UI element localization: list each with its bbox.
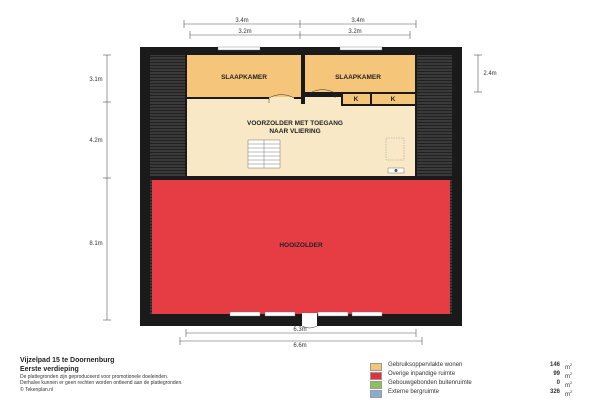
copyright: © Tekenplan.nl — [20, 386, 54, 393]
dim-bottom-outer: 6.6m — [293, 343, 307, 349]
legend-row — [370, 380, 580, 389]
legend-label: Overige inpandige ruimte — [388, 371, 456, 377]
legend-value: 146 — [549, 362, 560, 368]
room-voorzolder — [187, 104, 415, 176]
legend-value: 99 — [553, 371, 560, 377]
label-slaapkamer-right: SLAAPKAMER — [335, 74, 381, 81]
stair — [248, 140, 280, 168]
legend-swatch — [370, 372, 382, 380]
legend-label: Gebruiksoppervlakte wonen — [388, 362, 463, 368]
dim-right-1: 2.4m — [483, 71, 497, 77]
dim-left-2: 4.2m — [89, 138, 103, 144]
legend-row — [370, 362, 580, 371]
dim-left-3: 8.1m — [89, 241, 103, 247]
disclaimer-2: Derhalve kunnen er geen rechten worden ontleend aan de plattegronden. — [20, 380, 183, 387]
dim-top-inner-right: 3.2m — [348, 29, 362, 35]
label-voorzolder-line1: VOORZOLDER MET TOEGANG — [247, 120, 343, 127]
entrance-door-opening — [302, 313, 317, 326]
roof-slope-top-right — [417, 55, 452, 178]
legend-label: Externe bergruimte — [388, 389, 440, 395]
legend-swatch — [370, 381, 382, 389]
top-dimensions — [184, 20, 416, 39]
legend-unit: $m^2$ — [565, 389, 573, 398]
footer-info — [20, 356, 300, 393]
label-voorzolder-line2: NAAR VLIERING — [269, 128, 321, 135]
legend-unit: $m^2$ — [565, 371, 573, 380]
roof-slope-top-left — [150, 55, 185, 178]
dim-top-outer-left: 3.4m — [235, 18, 249, 24]
radiator-valve — [395, 169, 398, 172]
legend-value: 0 — [556, 380, 560, 386]
legend-unit: $m^2$ — [565, 362, 573, 371]
legend-swatch — [370, 390, 382, 398]
label-hooizolder: HOOIZOLDER — [279, 242, 323, 249]
left-dimensions — [103, 55, 111, 320]
floor-name: Eerste verdieping — [20, 366, 79, 373]
label-kast-1: K — [353, 96, 359, 103]
legend-row — [370, 371, 580, 380]
dim-top-outer-right: 3.4m — [351, 18, 365, 24]
disclaimer-1: De plattegronden zijn geproduceerd voor promotionele doeleinden. — [20, 374, 169, 380]
right-dimensions — [474, 55, 482, 92]
label-slaapkamer-left: SLAAPKAMER — [221, 74, 267, 81]
area-legend — [370, 362, 580, 398]
legend-unit: $m^2$ — [565, 380, 573, 389]
legend-swatch — [370, 363, 382, 371]
address: Vijzelpad 15 te Doornenburg — [20, 357, 115, 364]
legend-value: 326 — [549, 389, 560, 395]
dim-left-1: 3.1m — [89, 77, 103, 83]
dim-top-inner-left: 3.2m — [238, 29, 252, 35]
legend-label: Gebouwgebonden buitenruimte — [388, 380, 472, 386]
label-kast-2: K — [390, 96, 396, 103]
dim-bottom-inner: 6.3m — [293, 327, 307, 333]
legend-row — [370, 389, 580, 398]
